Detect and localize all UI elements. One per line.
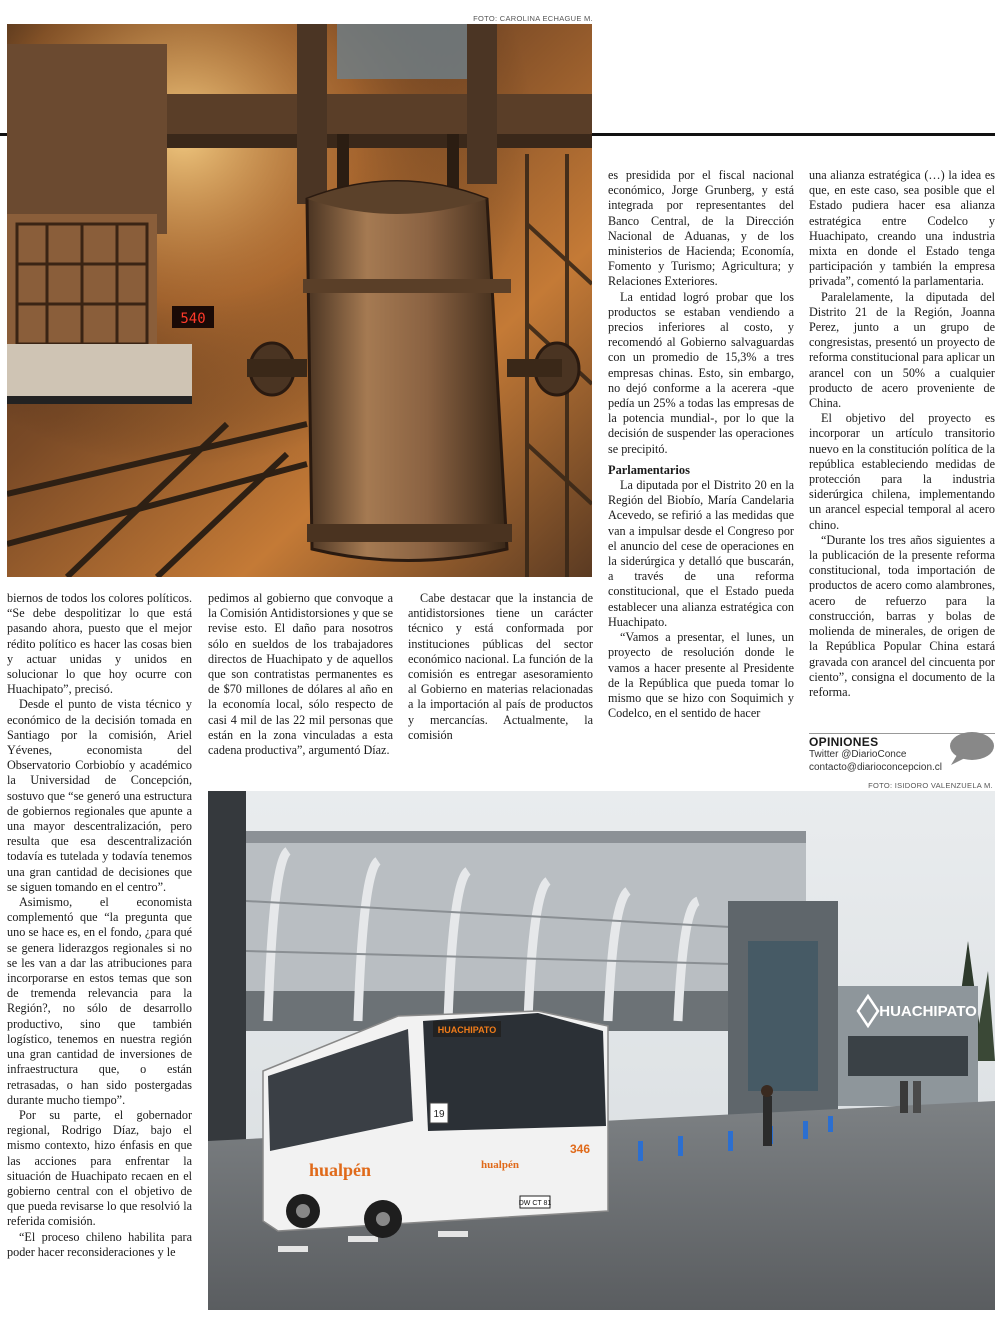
- column-2: [208, 591, 393, 758]
- paragraph: una alianza estratégica (…) la idea es que, en este caso, sea posible que el Estado pudiera hacer esa alianza estratégica entre Codelco y Huachipato, creando una industria mixta en donde el Estado tenga participación y también la empresa privada”, comentó la parlamentaria.: [809, 168, 995, 289]
- bottom-photo-credit: FOTO: ISIDORO VALENZUELA M.: [868, 781, 993, 790]
- column-3-upper: [608, 168, 794, 721]
- opiniones-box: [809, 733, 995, 775]
- paragraph: El objetivo del proyecto es incorporar un artículo transitorio nuevo en la constitución política de la república estableciendo medidas de protección para la industria siderúrgica chilena, implementando un arancel especial temporal al acero chino.: [809, 411, 995, 532]
- bus-side-logo: hualpén: [308, 1160, 372, 1180]
- column-1: [7, 591, 192, 1260]
- svg-text:HUACHIPATO: HUACHIPATO: [879, 1003, 977, 1020]
- paragraph: biernos de todos los colores políticos. “Se debe despolitizar lo que está pasando ahora, puesto que el mejor rédito político es hacer las cosas bien y actuar unidas y unidos en solucionar lo que hoy ocurre con Huachipato”, precisó.: [7, 591, 192, 697]
- paragraph: pedimos al gobierno que convoque a la Comisión Antidistorsiones y que se revise esto. El daño para nosotros sólo en sueldos de los trabajadores directos de Huachipato y de aquellos que son contratistas permanentes es de $70 millones de dólares al año en la economía local, sólo respecto de casi 4 mil de las 22 mil personas que están en la zona vinculadas a esta cadena productiva”, argumentó Díaz.: [208, 591, 393, 758]
- paragraph: La entidad logró probar que los productos se estaban vendiendo a precios inferiores al costo, y recomendó al Gobierno salvaguardas con un promedio de 15,3% a tres empresas chinas. Esto, sin embargo, no dejó conforme a la acerera -que pedía un 25% a todas las empresas de la potencia mundial-, por lo que la decisión de suspender las operaciones se precipitó.: [608, 289, 794, 456]
- top-photo-credit: FOTO: CAROLINA ECHAGUE M.: [473, 14, 593, 23]
- twitter-handle[interactable]: Twitter @DiarioConce: [809, 749, 907, 760]
- paragraph: Paralelamente, la diputada del Distrito 21 de la Región, Joanna Perez, junto a un grupo de congresistas, presentó un proyecto de reforma constitucional para aplicar un arancel con un 50% a cualquier producto de acero proveniente de China.: [809, 289, 995, 411]
- column-4: [809, 168, 995, 700]
- paragraph: Cabe destacar que la instancia de antidistorsiones tiene un carácter técnico y está conformada por instituciones públicas del sector económico nacional. La función de la comisión es entregar asesoramiento al Gobierno en materias relacionadas a la importación al país de productos y mercancías. Actualmente, la comisión: [408, 591, 593, 742]
- bus-destination: HUACHIPATO: [437, 1025, 497, 1035]
- bus-route-number: 19: [433, 1109, 445, 1120]
- paragraph: Desde el punto de vista técnico y económico de la decisión tomada en Santiago por la comisión, Ariel Yévenes, economista del Observatorio Corbiobío y académico la Universidad de Concepción, sostuvo que “se generó una estructura de gobiernos regionales que apunte a una mayor descentralización, pero resulta que esa descentralización todavía es tutelada y todavía tenemos una gran cantidad de decisiones que se siguen tomando en el centro”.: [7, 697, 192, 894]
- paragraph: “Vamos a presentar, el lunes, un proyecto de resolución donde le vamos a hacer presente al Presidente de la República que pueda tomar lo mismo que se hizo con Soquimich y Codelco, en el sentido de hacer: [608, 630, 794, 721]
- paragraph: “El proceso chileno habilita para poder hacer reconsideraciones y le: [7, 1229, 192, 1259]
- column-3-lower: [408, 591, 593, 743]
- steel-ladle-photo: [7, 24, 592, 577]
- subheading-parlamentarios: Parlamentarios: [608, 462, 690, 477]
- paragraph: Por su parte, el gobernador regional, Rodrigo Díaz, bajo el mismo contexto, hizo énfasis en que las acciones para enfrentar la situación de Huachipato recaen en el gobierno central con el objetivo de que pueda revisarse lo que resolvió la referida comisión.: [7, 1107, 192, 1229]
- bus-license-plate: DW CT 81: [518, 1200, 552, 1207]
- huachipato-bus-photo: [208, 791, 995, 1310]
- bus-fleet-number: 346: [569, 1142, 591, 1156]
- paragraph: La diputada por el Distrito 20 en la Región del Biobío, María Candelaria Acevedo, se refirió a las medidas que van a impulsar desde el Congreso por el anuncio del cese de operaciones en la siderúrgica y detalló que buscarán, a través de una reforma constitucional, que el Estado pueda establecer una alianza estratégica con Huachipato.: [608, 478, 794, 629]
- speech-bubble-icon: [947, 731, 995, 767]
- contact-email[interactable]: contacto@diarioconcepcion.cl: [809, 762, 943, 773]
- paragraph: es presidida por el fiscal nacional económico, Jorge Grunberg, y está integrada por representantes del Banco Central, de la Dirección Nacional de Aduanas, y de los ministerios de Hacienda; Economía, Fomento y Turismo; Agricultura; y Relaciones Exteriores.: [608, 168, 794, 289]
- opiniones-title: OPINIONES: [809, 735, 879, 749]
- paragraph: Asimismo, el economista complementó que “la pregunta que uno se hace es, en el fondo, ¿para qué se genera liderazgos regionales si no se les van a dar las atribuciones para incorporarse en estos temas que son de tremenda relevancia para la Región?, no sólo de desarrollo productivo, sino que también logístico, tenemos en nuestra región una gran cantidad de inversiones de infraestructura que, o están retrasadas, o han sido postergadas durante mucho tiempo”.: [7, 895, 192, 1107]
- bus-front-logo: hualpén: [481, 1159, 519, 1171]
- temperature-display: 540: [180, 311, 206, 327]
- paragraph: “Durante los tres años siguientes a la publicación de la presente reforma constitucional, toda importación de productos de acero como alambrones, acero de refuerzo para la construcción, barras y bolas de molienda de minerales, de origen de la República Popular China estará gravada con arancel del cincuenta por ciento”, consigna el documento de la reforma.: [809, 532, 995, 699]
